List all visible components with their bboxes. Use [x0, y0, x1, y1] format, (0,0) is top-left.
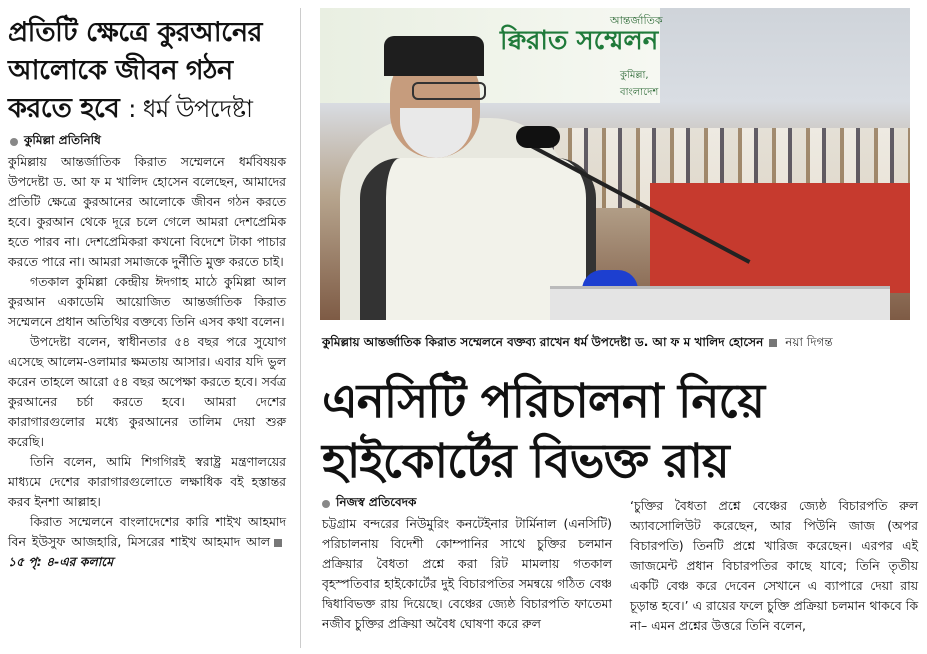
left-paragraph: উপদেষ্টা বলেন, স্বাধীনতার ৫৪ বছর পরে সুযোগ এসেছে আলেম-ওলামার ক্ষমতায় আসার। এবার যদি ভুল করেন তাহলে আরো ৫৪ বছর অপেক্ষা করতে হবে। সর্বত্র কুরআনের চর্চা করতে হবে। আমরা দেশের কারাগারগুলোর মধ্যে কুরআনের তালিম দেয়া শুরু করেছি। [8, 334, 286, 449]
left-paragraph: গতকাল কুমিল্লা কেন্দ্রীয় ঈদগাহ মাঠে কুমিল্লা আল কুরআন একাডেমি আয়োজিত আন্তর্জাতিক কিরাত সম্মেলনে প্রধান অতিথির বক্তব্যে তিনি এসব কথা বলেন। [8, 274, 286, 329]
left-byline [10, 132, 101, 152]
event-photo [320, 8, 910, 320]
left-body [8, 152, 286, 572]
banner-title: ক্বিরাত সম্মেলন [500, 26, 659, 56]
photo-caption [322, 334, 910, 354]
right-paragraph: ‘চুক্তির বৈধতা প্রশ্নে বেঞ্চের জ্যেষ্ঠ বিচারপতি রুল অ্যাবসোলিউট করেছেন, আর পিউনি জাজ (অপর বিচারপতি) তিনটি প্রশ্নে খারিজ করেছেন। এরপর এই জাজমেন্ট প্রধান বিচারপতির কাছে যাবে; তিনি তৃতীয় একটি বেঞ্চ করে দেবেন সেখানে এ ব্যাপারে দেয়া রায় চূড়ান্ত হবে।’ এ রায়ের ফলে চুক্তি প্রক্রিয়া চলমান থাকবে কি না– এমন প্রশ্নের উত্তরে তিনি বলেন, [630, 498, 918, 633]
left-headline-main: প্রতিটি ক্ষেত্রে কুরআনের আলোকে জীবন গঠন করতে হবে [8, 17, 262, 124]
banner-subtitle: আন্তর্জাতিক [610, 14, 663, 27]
right-paragraph: চট্টগ্রাম বন্দরের নিউমুরিং কনটেইনার টার্মিনাল (এনসিটি) পরিচালনায় বিদেশী কোম্পানির সাথে চুক্তির চলমান প্রক্রিয়ার বৈধতা প্রশ্নে করা রিট মামলায় গতকাল বৃহস্পতিবার হাইকোর্টের দুই বিচারপতির সমন্বয়ে গঠিত বেঞ্চ দ্বিধাবিভক্ত রায় দিয়েছে। বেঞ্চের জ্যেষ্ঠ বিচারপতি ফাতেমা নজীব চুক্তির প্রক্রিয়া অবৈধ ঘোষণা করে রুল [322, 516, 612, 631]
square-icon [769, 339, 777, 347]
right-column-2 [630, 496, 918, 636]
left-headline [8, 14, 298, 128]
right-column-1 [322, 514, 612, 636]
square-icon [274, 539, 282, 547]
left-paragraph-last [8, 512, 286, 572]
left-headline-tail: : ধর্ম উপদেষ্টা [128, 95, 253, 123]
left-byline-text: কুমিল্লা প্রতিনিধি [24, 133, 101, 147]
column-divider [300, 8, 301, 648]
left-paragraph: কুমিল্লায় আন্তর্জাতিক কিরাত সম্মেলনে ধর্মবিষয়ক উপদেষ্টা ড. আ ফ ম খালিদ হোসেন বলেছেন, আমাদের প্রতিটি ক্ষেত্রে কুরআনের আলোকে জীবন গঠন করতে হবে। কুরআন থেকে দূরে চলে গেলে আমরা দেশপ্রেমিক হতে পারব না। দেশপ্রেমিকরা কখনো বিদেশে টাকা পাচার করতে পারে না। আমরা সমাজকে দুর্নীতি মুক্ত করতে চাই। [8, 154, 286, 269]
main-headline: এনসিটি পরিচালনা নিয়ে হাইকোর্টের বিভক্ত রায় [322, 374, 765, 489]
jump-text: ১৫ পৃ: ৪-এর কলামে [8, 554, 114, 569]
caption-text: কুমিল্লায় আন্তর্জাতিক কিরাত সম্মেলনে বক্তব্য রাখেন ধর্ম উপদেষ্টা ড. আ ফ ম খালিদ হোসেন [322, 335, 764, 349]
left-paragraph: তিনি বলেন, আমি শিগগিরই স্বরাষ্ট্র মন্ত্রণালয়ের মাধ্যমে দেশের কারাগারগুলোতে লক্ষাধিক বই হস্তান্তর করব ইনশা আল্লাহ। [8, 454, 286, 509]
speaker-cap [384, 36, 484, 76]
right-body [322, 496, 918, 636]
bullet-icon [10, 138, 18, 146]
left-article [0, 0, 300, 654]
microphone-icon [516, 126, 560, 148]
stage-banner [320, 8, 663, 103]
banner-city: কুমিল্লা, বাংলাদেশ [620, 70, 659, 98]
stage-carpet [650, 183, 910, 293]
left-paragraph-text: কিরাত সম্মেলনে বাংলাদেশের কারি শাইখ আহমাদ বিন ইউসুফ আজহারি, মিসরের শাইখ আহমাদ আল [8, 514, 286, 549]
podium [550, 286, 890, 320]
glasses [412, 82, 486, 100]
right-byline-text: নিজস্ব প্রতিবেদক [336, 495, 417, 509]
photo-credit: নয়া দিগন্ত [785, 335, 833, 349]
